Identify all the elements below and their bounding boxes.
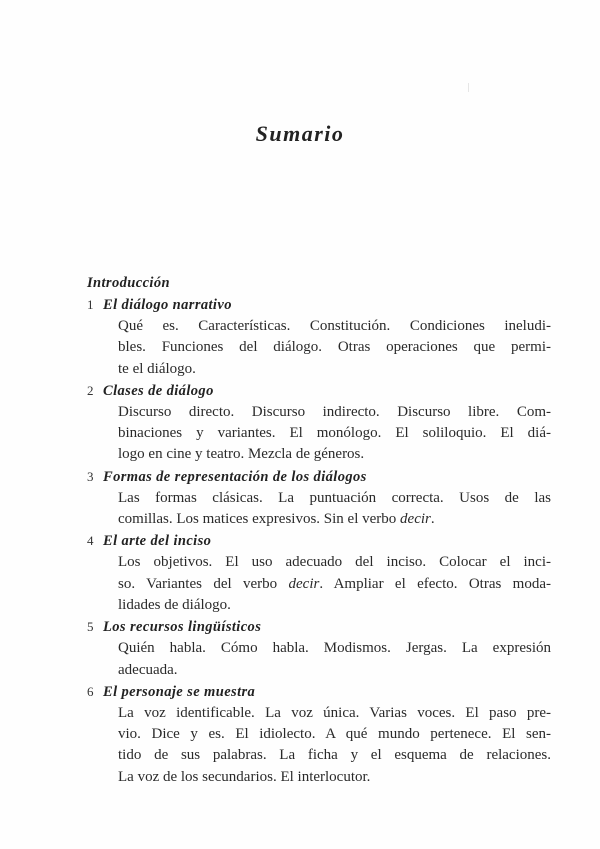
summary-line: te el diálogo. [118, 360, 196, 377]
summary-line: adecuada. [118, 661, 178, 678]
summary-line: La voz identificable. La voz única. Varias voces. El paso pre- [118, 704, 551, 721]
chapter-heading [87, 380, 551, 402]
chapter-summary [118, 703, 551, 788]
chapter-summary [118, 638, 551, 681]
chapter-number: 6 [87, 683, 94, 699]
toc-chapter [87, 466, 551, 531]
summary-line: vio. Dice y es. El idiolecto. A qué mundo pertenece. El sen- [118, 726, 551, 743]
summary-line: lidades de diálogo. [118, 596, 231, 613]
chapter-title: El diálogo narrativo [103, 297, 232, 313]
chapter-heading [87, 530, 551, 552]
summary-text: . Ampliar el efecto. Otras moda- [319, 575, 551, 592]
emphasis-text: decir [400, 511, 431, 528]
chapter-heading [87, 294, 551, 316]
summary-text: so. Variantes del verbo [118, 575, 289, 592]
chapter-title: Clases de diálogo [103, 382, 214, 399]
summary-line: logo en cine y teatro. Mezcla de géneros. [118, 446, 365, 463]
chapter-number: 4 [87, 533, 94, 549]
chapter-title: Los recursos lingüísticos [103, 619, 262, 636]
summary-line: Qué es. Características. Constitución. Condiciones ineludi- [118, 318, 551, 334]
toc-chapter [87, 530, 551, 616]
chapter-heading [87, 466, 551, 488]
summary-line: La voz de los secundarios. El interlocutor. [118, 768, 371, 785]
chapter-heading [87, 616, 551, 638]
toc-chapter [87, 294, 551, 380]
chapter-heading [87, 681, 551, 703]
page-title: Sumario [255, 121, 345, 146]
chapter-number: 2 [87, 382, 94, 398]
chapter-summary [118, 552, 551, 616]
toc-chapter [87, 380, 551, 466]
toc-chapter [87, 616, 551, 681]
chapter-number: 3 [87, 468, 94, 484]
chapter-summary [118, 402, 551, 466]
chapter-number: 1 [87, 297, 94, 312]
scan-artifact [468, 83, 469, 92]
summary-line: Quién habla. Cómo habla. Modismos. Jergas. La expresión [118, 640, 551, 657]
summary-line [118, 574, 551, 595]
summary-line: binaciones y variantes. El monólogo. El soliloquio. El diá- [118, 425, 551, 442]
chapter-title: El arte del inciso [103, 533, 212, 550]
summary-line: Las formas clásicas. La puntuación correcta. Usos de las [118, 489, 551, 506]
summary-text: comillas. Los matices expresivos. Sin el verbo [118, 511, 401, 528]
toc-introduction: Introducción [87, 275, 170, 291]
chapter-title: Formas de representación de los diálogos [103, 468, 367, 485]
emphasis-text: decir [288, 575, 320, 592]
chapter-summary [118, 316, 551, 380]
summary-text: . [430, 511, 435, 528]
toc-chapter [87, 681, 551, 788]
summary-line: Los objetivos. El uso adecuado del inciso. Colocar el inci- [118, 554, 551, 571]
chapter-title: El personaje se muestra [103, 683, 256, 700]
table-of-contents [87, 272, 551, 788]
summary-line [118, 509, 551, 530]
chapter-summary [118, 488, 551, 531]
chapter-number: 5 [87, 619, 94, 635]
summary-line: bles. Funciones del diálogo. Otras operaciones que permi- [118, 339, 551, 356]
summary-line: tido de sus palabras. La ficha y el esquema de relaciones. [118, 747, 551, 764]
summary-line: Discurso directo. Discurso indirecto. Discurso libre. Com- [118, 403, 551, 420]
